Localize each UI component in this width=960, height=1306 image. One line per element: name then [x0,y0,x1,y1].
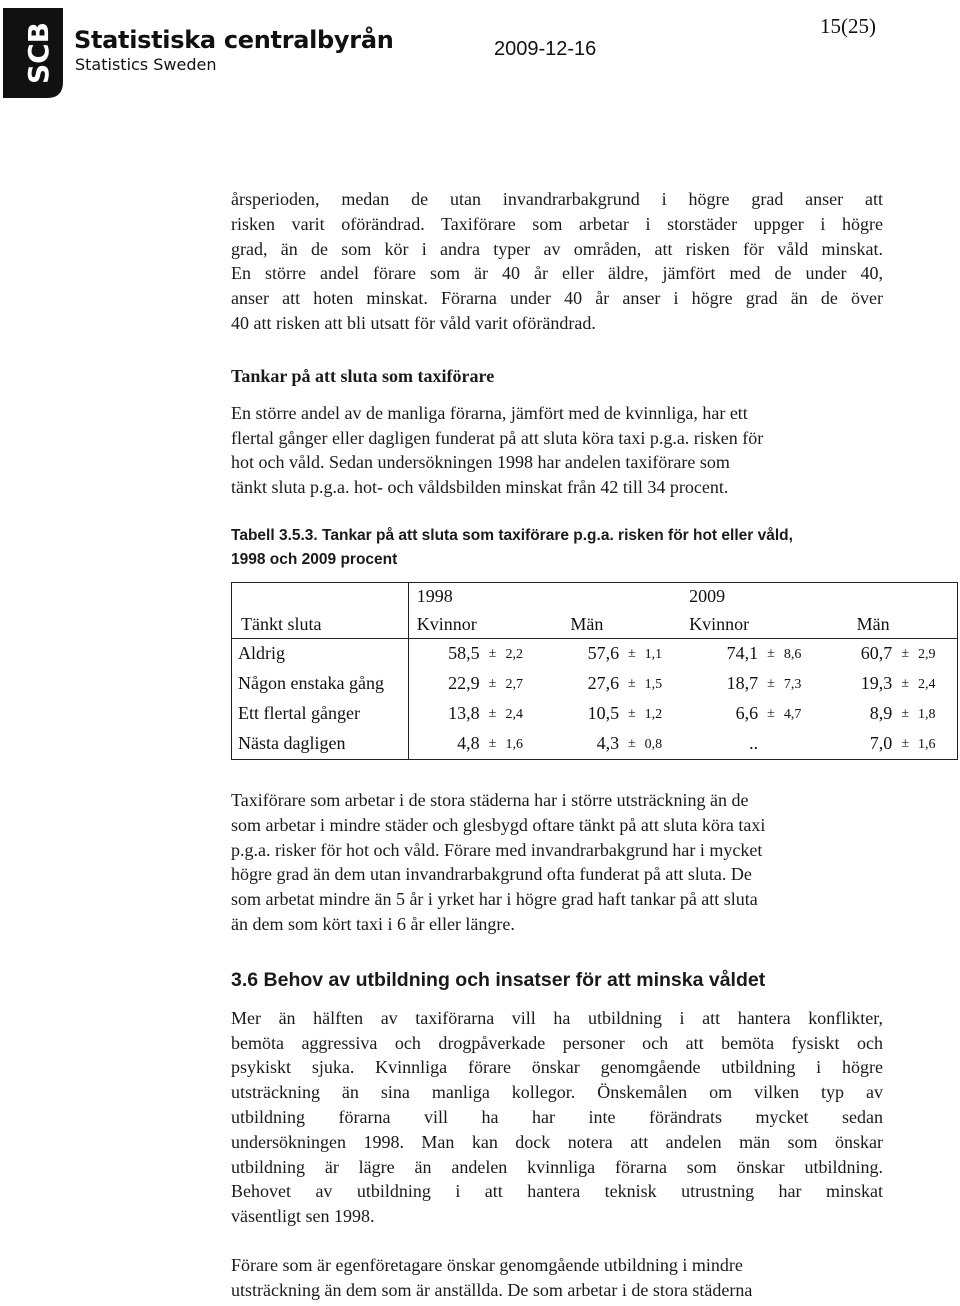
table-year-header [232,582,958,611]
plus-minus: ± [627,705,636,721]
training-paragraph [231,1006,883,1229]
text-line: flertal gånger eller dagligen funderat på att sluta köra taxi p.g.a. risken för [231,427,764,448]
margin-cell: 2,9 [918,638,957,669]
margin-cell: 1,6 [918,729,957,760]
text-line: En större andel förare som är 40 år eller äldre, jämfört med de under 40, [231,263,883,284]
table-row [232,669,958,699]
col-men-2009: Män [827,611,958,639]
text-line: risken varit oförändrad. Taxiförare som arbetar i storstäder uppger i högre [231,213,883,234]
plus-minus: ± [901,735,909,751]
year-header-2009: 2009 [687,582,957,611]
row-label: Aldrig [232,638,409,669]
section-heading: 3.6 Behov av utbildning och insatser för att minska våldet [231,968,766,991]
text-line: utsträckning än dem som är anställda. De som arbetar i de stora städerna [231,1279,753,1300]
scb-logo-text: SCB [22,21,55,85]
table-caption-line: Tabell 3.5.3. Tankar på att sluta som taxiförare p.g.a. risken för hot eller våld, [231,526,793,544]
intro-paragraph [231,187,883,336]
plus-minus: ± [767,705,775,721]
margin-cell: 4,7 [783,707,802,723]
value-cell: 58,5 [408,638,479,669]
page-number: 15(25) [820,14,876,38]
plus-minus: ± [901,645,909,661]
margin-cell: 1,5 [644,677,663,693]
org-subtitle: Statistics Sweden [75,55,217,74]
year-header-1998: 1998 [408,582,687,611]
row-header-label: Tänkt sluta [232,611,409,639]
text-line: psykiskt sjuka. Kvinnliga förare önskar genomgående utbildning i högre [231,1057,883,1078]
plus-minus: ± [901,675,909,691]
margin-cell: 1,2 [644,707,663,723]
text-line: anser att hoten minskat. Förarna under 40 år anser i högre grad än de över [231,288,883,309]
margin-cell: 2,7 [505,677,523,693]
plus-minus: ± [901,705,909,721]
value-cell: 60,7 [860,643,893,664]
value-cell: 74,1 [726,643,759,664]
text-line: utsträckning än sina manliga kollegor. Önskemålen om vilken typ av [231,1082,883,1103]
plus-minus: ± [488,645,497,661]
value-cell: 18,7 [726,673,759,694]
margin-cell: 2,4 [505,707,523,723]
value-cell: 4,8 [408,729,479,760]
text-line: högre grad än dem utan invandrarbakgrund ofta funderat på att sluta. De [231,864,752,885]
margin-cell [784,729,827,760]
scb-logo [3,8,63,98]
value-cell: 7,0 [869,733,893,754]
value-cell: 10,5 [587,703,620,724]
row-label: Nästa dagligen [232,729,409,760]
plus-minus: ± [627,735,636,751]
table-row [232,699,958,729]
text-line: än dem som kört taxi i 6 år eller längre. [231,913,515,934]
value-cell: 57,6 [587,643,620,664]
table-caption [231,524,883,572]
text-line: Taxiförare som arbetar i de stora städerna har i större utsträckning än de [231,789,749,810]
subheading: Tankar på att sluta som taxiförare [231,365,495,386]
table-row [232,729,958,760]
margin-cell: 1,8 [918,699,957,729]
city-paragraph [231,788,883,937]
margin-cell: 2,4 [918,669,957,699]
value-cell: 27,6 [587,673,620,694]
text-line: hot och våld. Sedan undersökningen 1998 har andelen taxiförare som [231,452,730,473]
plus-minus: ± [767,645,775,661]
row-label: Någon enstaka gång [232,669,409,699]
selfemployed-paragraph [231,1253,883,1303]
value-cell: .. [749,733,759,754]
value-cell: 22,9 [408,669,479,699]
text-line: som arbetar i mindre städer och glesbygd oftare tänkt på att sluta köra taxi [231,814,766,835]
plus-minus: ± [627,645,636,661]
text-line: 40 att risken att bli utsatt för våld varit oförändrad. [231,312,596,333]
quit-paragraph [231,401,883,500]
table-caption-line: 1998 och 2009 procent [231,550,398,568]
text-line: som arbetat mindre än 5 år i yrket har i högre grad haft tankar på att sluta [231,889,758,910]
text-line: En större andel av de manliga förarna, jämfört med de kvinnliga, har ett [231,402,748,423]
row-label: Ett flertal gånger [232,699,409,729]
text-line: väsentligt sen 1998. [231,1206,375,1227]
text-line: grad, än de som kör i andra typer av områden, att risken för våld minskat. [231,238,883,259]
plus-minus: ± [488,675,497,691]
document-body [231,187,936,1303]
document-date: 2009-12-16 [494,38,597,60]
table-row [232,638,958,669]
value-cell: 4,3 [596,733,620,754]
text-line: utbildning är lägre än andelen kvinnliga förarna som önskar utbildning. [231,1156,883,1177]
text-line: undersökningen 1998. Man kan dock notera att andelen män som önskar [231,1131,883,1152]
col-women-1998: Kvinnor [408,611,548,639]
margin-cell: 1,6 [505,737,523,753]
text-line: bemöta aggressiva och drogpåverkade personer och att bemöta fysiskt och [231,1032,883,1053]
text-line: Behovet av utbildning i att hantera teknisk utrustning har minskat [231,1181,883,1202]
col-men-1998: Män [570,613,604,634]
org-name: Statistiska centralbyrån [74,26,394,54]
col-women-2009: Kvinnor [689,613,750,634]
empty-cell [758,729,784,760]
plus-minus: ± [488,705,497,721]
value-cell: 19,3 [860,673,893,694]
margin-cell: 0,8 [644,737,663,753]
plus-minus: ± [767,675,775,691]
value-cell: 6,6 [735,703,759,724]
margin-cell: 8,6 [783,647,802,663]
table-column-header [232,611,958,639]
value-cell: 8,9 [869,703,893,724]
text-line: tänkt sluta p.g.a. hot- och våldsbilden minskat från 42 till 34 procent. [231,477,729,498]
margin-cell: 2,2 [505,647,523,663]
value-cell: 13,8 [408,699,479,729]
text-line: p.g.a. risker för hot och våld. Förare med invandrarbakgrund har i mycket [231,839,763,860]
text-line: Mer än hälften av taxiförarna vill ha utbildning i att hantera konflikter, [231,1007,883,1028]
text-line: Förare som är egenföretagare önskar genomgående utbildning i mindre [231,1254,743,1275]
text-line: årsperioden, medan de utan invandrarbakgrund i högre grad anser att [231,189,883,209]
margin-cell: 1,1 [644,647,663,663]
quit-thoughts-table [231,582,958,760]
margin-cell: 7,3 [783,677,802,693]
text-line: utbildning förarna vill ha har inte förändrats mycket sedan [231,1106,883,1127]
plus-minus: ± [488,735,497,751]
plus-minus: ± [627,675,636,691]
